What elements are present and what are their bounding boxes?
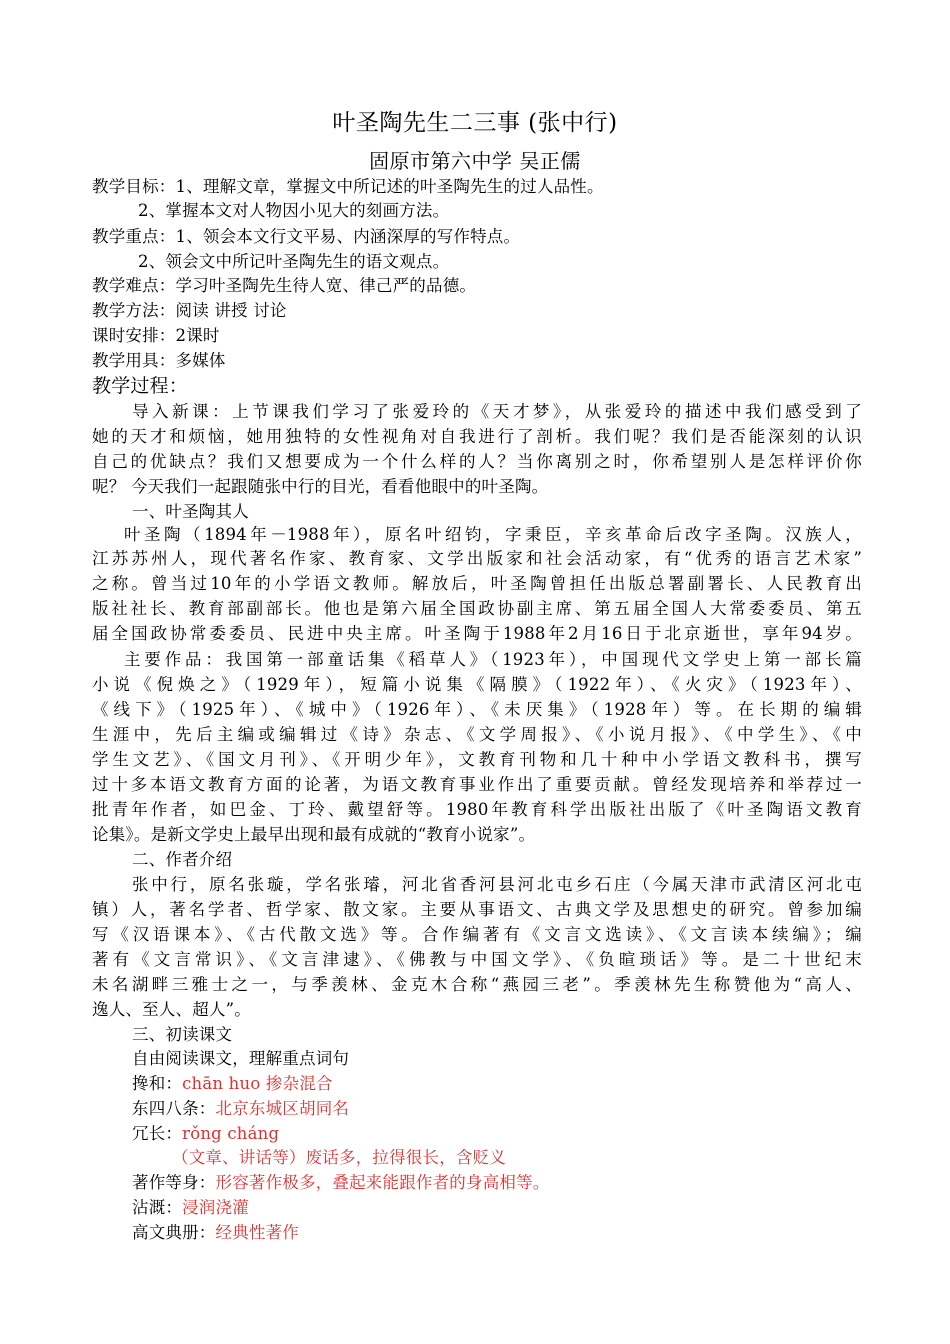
vocab-term: 沾溉：	[132, 1198, 183, 1217]
vocab-definition: 北京东城区胡同名	[215, 1099, 350, 1118]
intro-line: 导入新课：上节课我们学习了张爱玲的《天才梦》，从张爱玲的描述中我们感受到了	[132, 402, 862, 421]
objective-line-2: 2、掌握本文对人物因小见大的刻画方法。	[138, 201, 450, 220]
section-1-works-line: 主要作品：我国第一部童话集《稻草人》（1923年），中国现代文学史上第一部长篇	[124, 650, 862, 669]
section-1-bio-line: 江苏苏州人，现代著名作家、教育家、文学出版家和社会活动家，有“优秀的语言艺术家”	[92, 549, 862, 568]
section-1-works-line: 学生文艺》、《国文月刊》、《开明少年》，文教育刊物和几十种中小学语文教科书，撰写	[92, 750, 862, 769]
section-1-heading: 一、叶圣陶其人	[132, 502, 249, 521]
vocab-item	[132, 1196, 902, 1220]
intro-line: 呢？ 今天我们一起跟随张中行的目光，看看他眼中的叶圣陶。	[92, 477, 549, 496]
author-line: 固原市第六中学 吴正儒	[369, 149, 581, 173]
vocab-item	[132, 1122, 902, 1146]
section-2-heading: 二、作者介绍	[132, 850, 233, 869]
vocab-item	[132, 1097, 902, 1121]
section-1-bio-line: 版社社长、教育部副部长。他也是第六届全国政协副主席、第五届全国人大常委委员、第五	[92, 599, 862, 618]
vocab-definition: 浸润浇灌	[182, 1198, 249, 1217]
intro-line: 她的天才和烦恼，她用独特的女性视角对自我进行了剖析。我们呢？我们是否能深刻的认识	[92, 427, 862, 446]
objective-line-1: 教学目标：1、理解文章，掌握文中所记述的叶圣陶先生的过人品性。	[92, 177, 604, 196]
section-3-intro: 自由阅读课文，理解重点词句	[132, 1049, 350, 1068]
section-1-works-line: 《线下》（1925年）、《城中》（1926年）、《未厌集》（1928年）等。在长期的编辑	[92, 700, 862, 719]
intro-line: 自己的优缺点？我们又想要成为一个什么样的人？当你离别之时，你希望别人是怎样评价你	[92, 452, 862, 471]
vocab-definition: rǒng cháng	[182, 1124, 280, 1143]
section-1-bio-line: 届全国政协常委委员、民进中央主席。叶圣陶于1988年2月16日于北京逝世，享年94岁。	[92, 624, 862, 643]
section-1-bio-line: 叶圣陶（1894年－1988年），原名叶绍钧，字秉臣，辛亥革命后改字圣陶。汉族人，	[124, 525, 862, 544]
vocab-item	[132, 1221, 902, 1245]
section-1-works-line: 批青年作者，如巴金、丁玲、戴望舒等。1980年教育科学出版社出版了《叶圣陶语文教育	[92, 800, 862, 819]
section-2-bio-line: 未名湖畔三雅士之一，与季羡林、金克木合称“燕园三老”。季羡林先生称赞他为“高人、	[92, 975, 862, 994]
section-2-bio-line: 逸人、至人、超人”。	[92, 1000, 251, 1019]
section-3-heading: 三、初读课文	[132, 1025, 233, 1044]
vocab-item	[172, 1146, 942, 1170]
section-2-bio-line: 镇）人，著名学者、哲学家、散文家。主要从事语文、古典文学及思想史的研究。曾参加编	[92, 900, 862, 919]
difficulty-line: 教学难点：学习叶圣陶先生待人宽、律己严的品德。	[92, 276, 477, 295]
vocab-item	[132, 1072, 902, 1096]
vocab-term: 冗长：	[132, 1124, 183, 1143]
section-1-works-line: 论集》。是新文学史上最早出现和最有成就的“教育小说家”。	[92, 825, 536, 844]
vocab-term: 著作等身：	[132, 1173, 216, 1192]
section-2-bio-line: 写《汉语课本》、《古代散文选》等。合作编著有《文言文选读》、《文言读本续编》；编	[92, 925, 862, 944]
schedule-line: 课时安排：2课时	[92, 326, 220, 345]
methods-line: 教学方法：阅读 讲授 讨论	[92, 301, 287, 320]
section-1-works-line: 生涯中，先后主编或编辑过《诗》杂志、《文学周报》、《小说月报》、《中学生》、《中	[92, 725, 862, 744]
vocab-definition: 形容著作极多，叠起来能跟作者的身高相等。	[215, 1173, 550, 1192]
key-point-line-1: 教学重点：1、领会本文行文平易、内涵深厚的写作特点。	[92, 227, 521, 246]
process-heading: 教学过程：	[92, 375, 189, 397]
vocab-definition: （文章、讲话等）废话多，拉得很长，含贬义	[172, 1148, 506, 1167]
tools-line: 教学用具：多媒体	[92, 351, 226, 370]
vocab-term: 东四八条：	[132, 1099, 216, 1118]
vocab-definition: 经典性著作	[215, 1223, 299, 1242]
section-1-works-line: 过十多本语文教育方面的论著，为语文教育事业作出了重要贡献。曾经发现培养和举荐过一	[92, 775, 862, 794]
document-title: 叶圣陶先生二三事 (张中行)	[332, 110, 618, 136]
vocab-term: 搀和：	[132, 1074, 183, 1093]
section-2-bio-line: 著有《文言常识》、《文言津逮》、《佛教与中国文学》、《负暄琐话》等。是二十世纪末	[92, 950, 862, 969]
vocab-term: 高文典册：	[132, 1223, 216, 1242]
section-2-bio-line: 张中行，原名张璇，学名张璿，河北省香河县河北屯乡石庄（今属天津市武清区河北屯	[132, 875, 862, 894]
key-point-line-2: 2、领会文中所记叶圣陶先生的语文观点。	[138, 252, 450, 271]
vocab-definition: chān huo 掺杂混合	[182, 1074, 333, 1093]
section-1-works-line: 小说《倪焕之》（1929年），短篇小说集《隔膜》（1922年）、《火灾》（1923年）、	[92, 675, 862, 694]
section-1-bio-line: 之称。曾当过10年的小学语文教师。解放后，叶圣陶曾担任出版总署副署长、人民教育出	[92, 574, 862, 593]
vocab-item	[132, 1171, 902, 1195]
